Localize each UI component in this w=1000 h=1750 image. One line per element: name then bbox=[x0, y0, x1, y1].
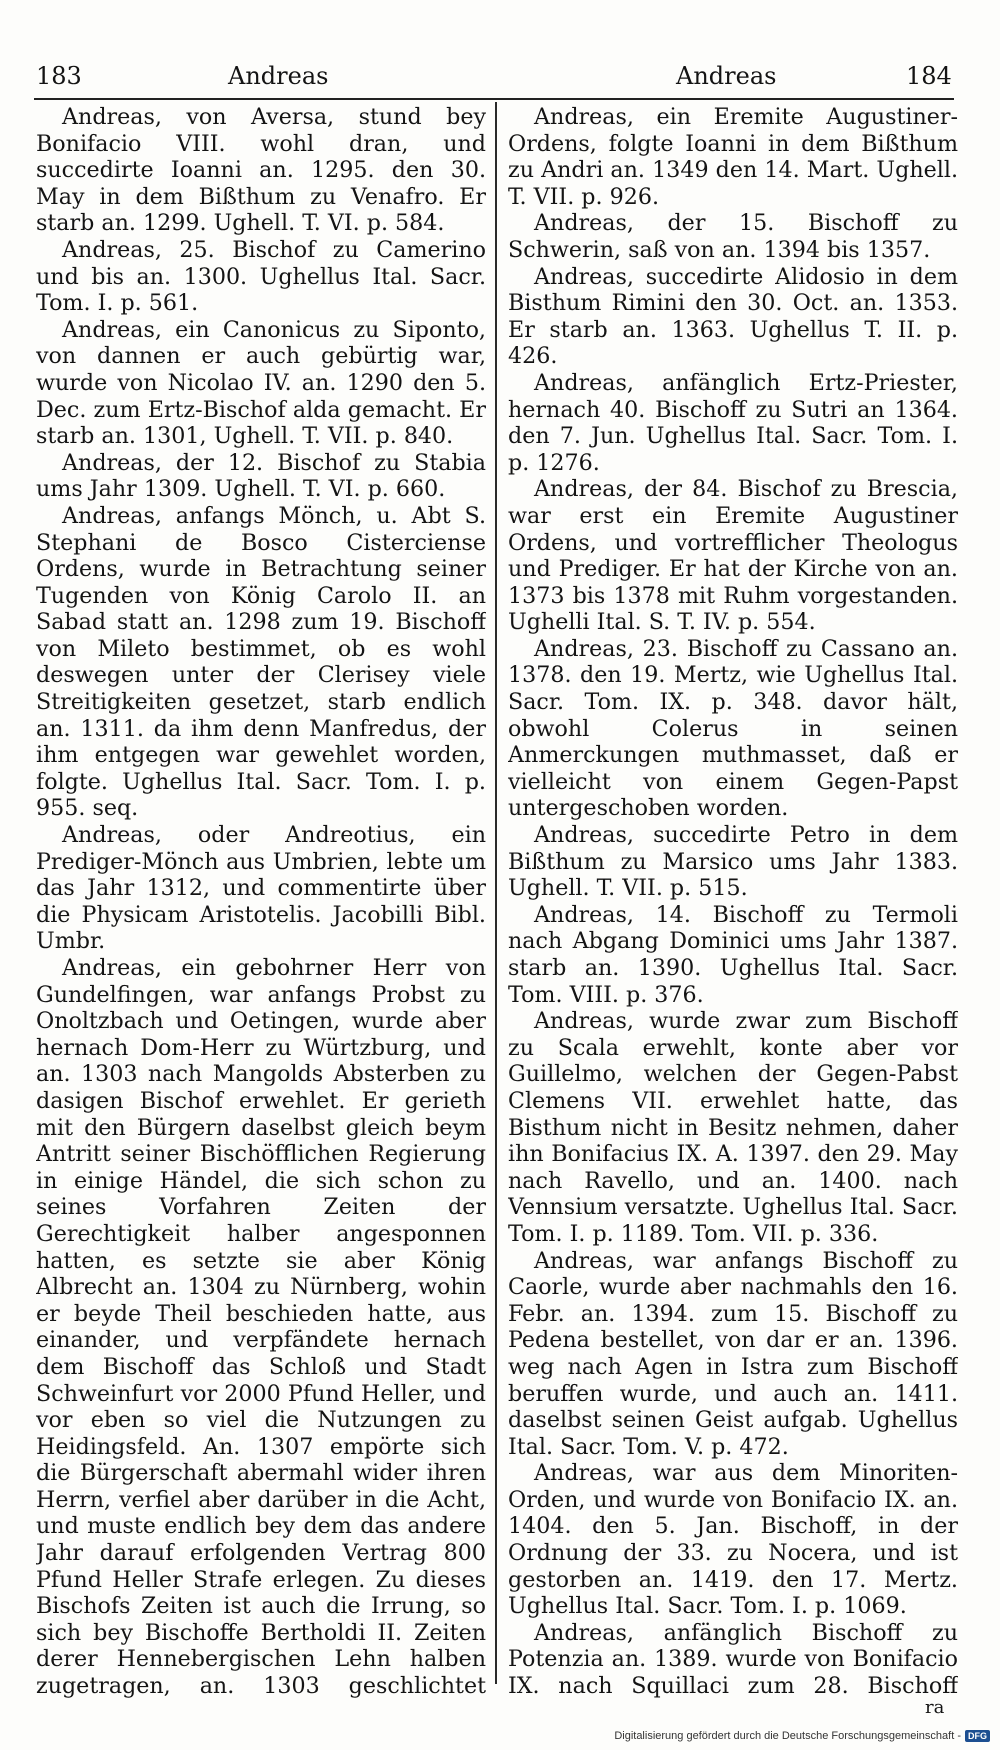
dictionary-entry: Andreas, der 84. Bischof zu Brescia, war erst ein Eremite Augustiner Ordens, und vortrefflicher Theologus und Prediger. Er hat der Kirche von an. 1373 bis 1378 mit Ruhm vorgestanden. Ughelli Ital. S. T. IV. p. 554. bbox=[508, 476, 958, 636]
page-header bbox=[0, 62, 1000, 102]
dictionary-entry: Andreas, der 15. Bischoff zu Schwerin, saß von an. 1394 bis 1357. bbox=[508, 210, 958, 263]
dictionary-entry: Andreas, anfangs Mönch, u. Abt S. Stephani de Bosco Cisterciense Ordens, wurde in Betrachtung seiner Tugenden von König Carolo II. an Sabad statt an. 1298 zum 19. Bischoff von Mileto bestimmet, ob es wohl deswegen unter der Clerisey viele Streitigkeiten gesetzet, starb endlich an. 1311. da ihm denn Manfredus, der ihm entgegen war gewehlet worden, folgte. Ughellus Ital. Sacr. Tom. I. p. 955. seq. bbox=[36, 502, 486, 822]
running-headword-left: Andreas bbox=[228, 62, 329, 90]
digitization-footer bbox=[614, 1730, 990, 1742]
dictionary-entry: Andreas, von Aversa, stund bey Bonifacio VIII. wohl dran, und succedirte Ioanni an. 1295. den 30. May in dem Bißthum zu Venafro. Er starb an. 1299. Ughell. T. VI. p. 584. bbox=[36, 104, 486, 237]
column-divider bbox=[495, 102, 497, 1684]
running-headword-right: Andreas bbox=[676, 62, 777, 90]
page-number-right: 184 bbox=[906, 62, 952, 90]
dictionary-entry: Andreas, 25. Bischof zu Camerino und bis an. 1300. Ughellus Ital. Sacr. Tom. I. p. 561. bbox=[36, 236, 486, 317]
dictionary-entry: Andreas, der 12. Bischof zu Stabia ums Jahr 1309. Ughell. T. VI. p. 660. bbox=[36, 449, 486, 503]
page-number-left: 183 bbox=[36, 62, 82, 90]
dictionary-entry: Andreas, ein Canonicus zu Siponto, von dannen er auch gebürtig war, wurde von Nicolao IV. an. 1290 den 5. Dec. zum Ertz-Bischof alda gemacht. Er starb an. 1301, Ughell. T. VII. p. 840. bbox=[36, 316, 486, 450]
dictionary-entry: Andreas, 23. Bischoff zu Cassano an. 1378. den 19. Mertz, wie Ughellus Ital. Sacr. Tom. IX. p. 348. davor hält, obwohl Colerus in seinen Anmerckungen muthmasset, daß er vielleicht von einem Gegen-Papst untergeschoben worden. bbox=[508, 635, 958, 822]
dictionary-entry: Andreas, succedirte Alidosio in dem Bisthum Rimini den 30. Oct. an. 1353. Er starb an. 1363. Ughellus T. II. p. 426. bbox=[508, 263, 958, 370]
footer-text: Digitalisierung gefördert durch die Deutsche Forschungsgemeinschaft - bbox=[614, 1730, 961, 1742]
catchword: ra bbox=[925, 1697, 945, 1718]
dictionary-entry: Andreas, wurde zwar zum Bischoff zu Scala erwehlt, konte aber vor Guillelmo, welchen der Gegen-Pabst Clemens VII. erwehlet hatte, das Bisthum nicht in Besitz nehmen, daher ihn Bonifacius IX. A. 1397. den 29. May nach Ravello, und an. 1400. nach Vennsium versatzte. Ughellus Ital. Sacr. Tom. I. p. 1189. Tom. VII. p. 336. bbox=[508, 1008, 958, 1247]
dictionary-entry: Andreas, ein gebohrner Herr von Gundelfingen, war anfangs Probst zu Onoltzbach und Oetingen, wurde aber hernach Dom-Herr zu Würtzburg, und an. 1303 nach Mangolds Absterben zu dasigen Bischof erwehlet. Er gerieth mit den Bürgern daselbst gleich beym Antritt seiner Bischöfflichen Regierung in einige Händel, die sich schon zu seines Vorfahren Zeiten der Gerechtigkeit halber angesponnen hatten, es setzte sie aber König Albrecht an. 1304 zu Nürnberg, wohin er beyde Theil beschieden hatte, aus einander, und verpfändete hernach dem Bischoff das Schloß und Stadt Schweinfurt vor 2000 Pfund Heller, und vor eben so viel die Nutzungen zu Heidingsfeld. An. 1307 empörte sich die Bürgerschaft abermahl wider ihren Herrn, verfiel aber darüber in die Acht, und muste endlich bey dem das andere Jahr darauf erfolgenden Vertrag 800 Pfund Heller Strafe erlegen. Zu dieses Bischofs Zeiten ist auch die Irrung, so sich bey Bischoffe Bertholdi II. Zeiten derer Hennebergischen Lehn halben zugetragen, an. 1303 geschlichtet bbox=[36, 955, 486, 1700]
dictionary-entry: Andreas, 14. Bischoff zu Termoli nach Abgang Dominici ums Jahr 1387. starb an. 1390. Ughellus Ital. Sacr. Tom. VIII. p. 376. bbox=[508, 901, 958, 1008]
dfg-logo: DFG bbox=[965, 1730, 990, 1742]
dictionary-entry: Andreas, succedirte Petro in dem Bißthum zu Marsico ums Jahr 1383. Ughell. T. VII. p. 515. bbox=[508, 822, 958, 902]
left-column bbox=[36, 104, 486, 1700]
dictionary-entry: Andreas, ein Eremite Augustiner-Ordens, folgte Ioanni in dem Bißthum zu Andri an. 1349 den 14. Mart. Ughell. T. VII. p. 926. bbox=[508, 104, 958, 210]
dictionary-entry: Andreas, war anfangs Bischoff zu Caorle, wurde aber nachmahls den 16. Febr. an. 1394. zum 15. Bischoff zu Pedena bestellet, von dar er an. 1396. weg nach Agen in Istra zum Bischoff beruffen wurde, und auch an. 1411. daselbst seinen Geist aufgab. Ughellus Ital. Sacr. Tom. V. p. 472. bbox=[508, 1247, 958, 1460]
right-column bbox=[508, 104, 958, 1700]
header-rule bbox=[34, 98, 954, 100]
dictionary-entry: Andreas, oder Andreotius, ein Prediger-Mönch aus Umbrien, lebte um das Jahr 1312, und commentirte über die Physicam Aristotelis. Jacobilli Bibl. Umbr. bbox=[36, 822, 486, 955]
dictionary-entry: Andreas, anfänglich Ertz-Priester, hernach 40. Bischoff zu Sutri an 1364. den 7. Jun. Ughellus Ital. Sacr. Tom. I. p. 1276. bbox=[508, 369, 958, 476]
dictionary-entry: Andreas, war aus dem Minoriten-Orden, und wurde von Bonifacio IX. an. 1404. den 5. Jan. Bischoff, in der Ordnung der 33. zu Nocera, und ist gestorben an. 1419. den 17. Mertz. Ughellus Ital. Sacr. Tom. I. p. 1069. bbox=[508, 1460, 958, 1620]
dictionary-entry: Andreas, anfänglich Bischoff zu Potenzia an. 1389. wurde von Bonifacio IX. nach Squillaci zum 28. Bischoff bbox=[508, 1619, 958, 1700]
